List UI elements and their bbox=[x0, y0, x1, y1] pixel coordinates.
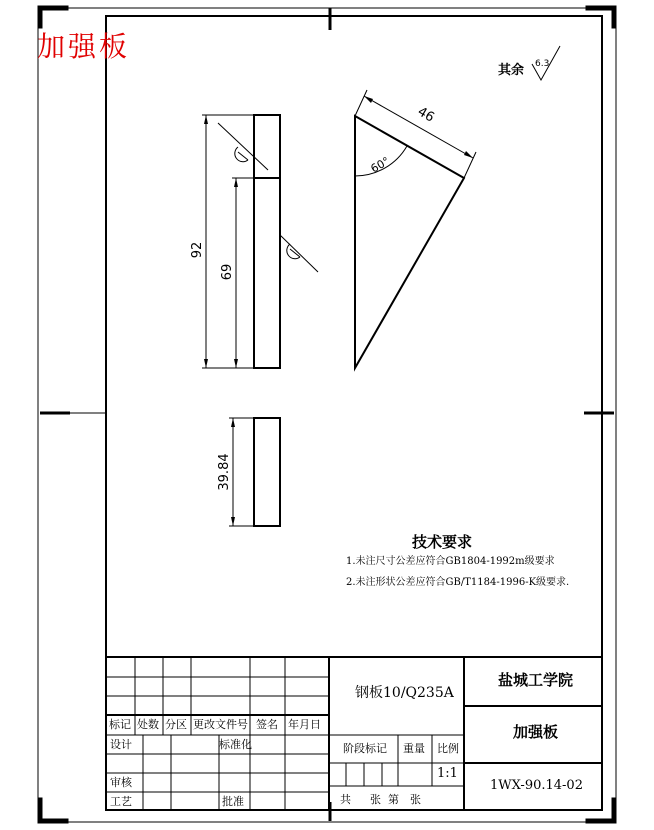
corner-marks bbox=[40, 8, 614, 821]
bottom-view bbox=[229, 418, 280, 526]
sheet-title: 加强板 bbox=[37, 30, 131, 63]
roughness-symbol bbox=[532, 46, 560, 80]
weight-label: 重量 bbox=[403, 742, 425, 755]
scale-label: 比例 bbox=[437, 742, 459, 755]
outer-frame bbox=[38, 8, 616, 822]
roughness-value: 6.3 bbox=[535, 59, 550, 69]
triangle-view bbox=[355, 90, 476, 368]
dim-60-deg: 60° bbox=[368, 154, 392, 176]
header-date: 年月日 bbox=[288, 718, 321, 731]
header-change-doc: 更改文件号 bbox=[193, 718, 248, 731]
roughness-label: 其余 bbox=[498, 63, 525, 78]
drawing-number: 1WX-90.14-02 bbox=[490, 778, 583, 793]
dim-69: 69 bbox=[220, 263, 235, 281]
tech-requirement-2: 2.未注形状公差应符合GB/T1184-1996-K级要求. bbox=[346, 577, 570, 588]
sheets-unit-2: 张 bbox=[410, 793, 421, 806]
dim-46: 46 bbox=[414, 104, 437, 126]
stage-mark-label: 阶段标记 bbox=[343, 742, 387, 755]
part-name: 加强板 bbox=[513, 723, 559, 741]
role-process: 工艺 bbox=[110, 795, 132, 808]
school-name: 盐城工学院 bbox=[498, 671, 574, 689]
dim-92: 92 bbox=[190, 241, 205, 259]
role-standardize: 标准化 bbox=[219, 738, 252, 751]
header-zone: 分区 bbox=[165, 718, 187, 731]
side-view bbox=[202, 115, 318, 368]
header-sign: 签名 bbox=[256, 718, 278, 731]
tech-requirements-heading: 技术要求 bbox=[412, 533, 473, 551]
header-count: 处数 bbox=[137, 718, 159, 731]
scale-value: 1:1 bbox=[437, 766, 458, 781]
sheets-total-label: 共 bbox=[340, 793, 351, 806]
role-approve: 批准 bbox=[222, 795, 244, 808]
header-mark: 标记 bbox=[109, 718, 131, 731]
sheet-number-label: 第 bbox=[388, 793, 399, 806]
role-design: 设计 bbox=[110, 738, 132, 751]
material: 钢板10/Q235A bbox=[355, 685, 454, 701]
role-review: 审核 bbox=[110, 776, 132, 789]
dim-39-84: 39.84 bbox=[217, 453, 232, 491]
tech-requirement-1: 1.未注尺寸公差应符合GB1804-1992m级要求 bbox=[346, 556, 555, 567]
centering-marks bbox=[40, 8, 614, 821]
sheets-unit-1: 张 bbox=[370, 793, 381, 806]
